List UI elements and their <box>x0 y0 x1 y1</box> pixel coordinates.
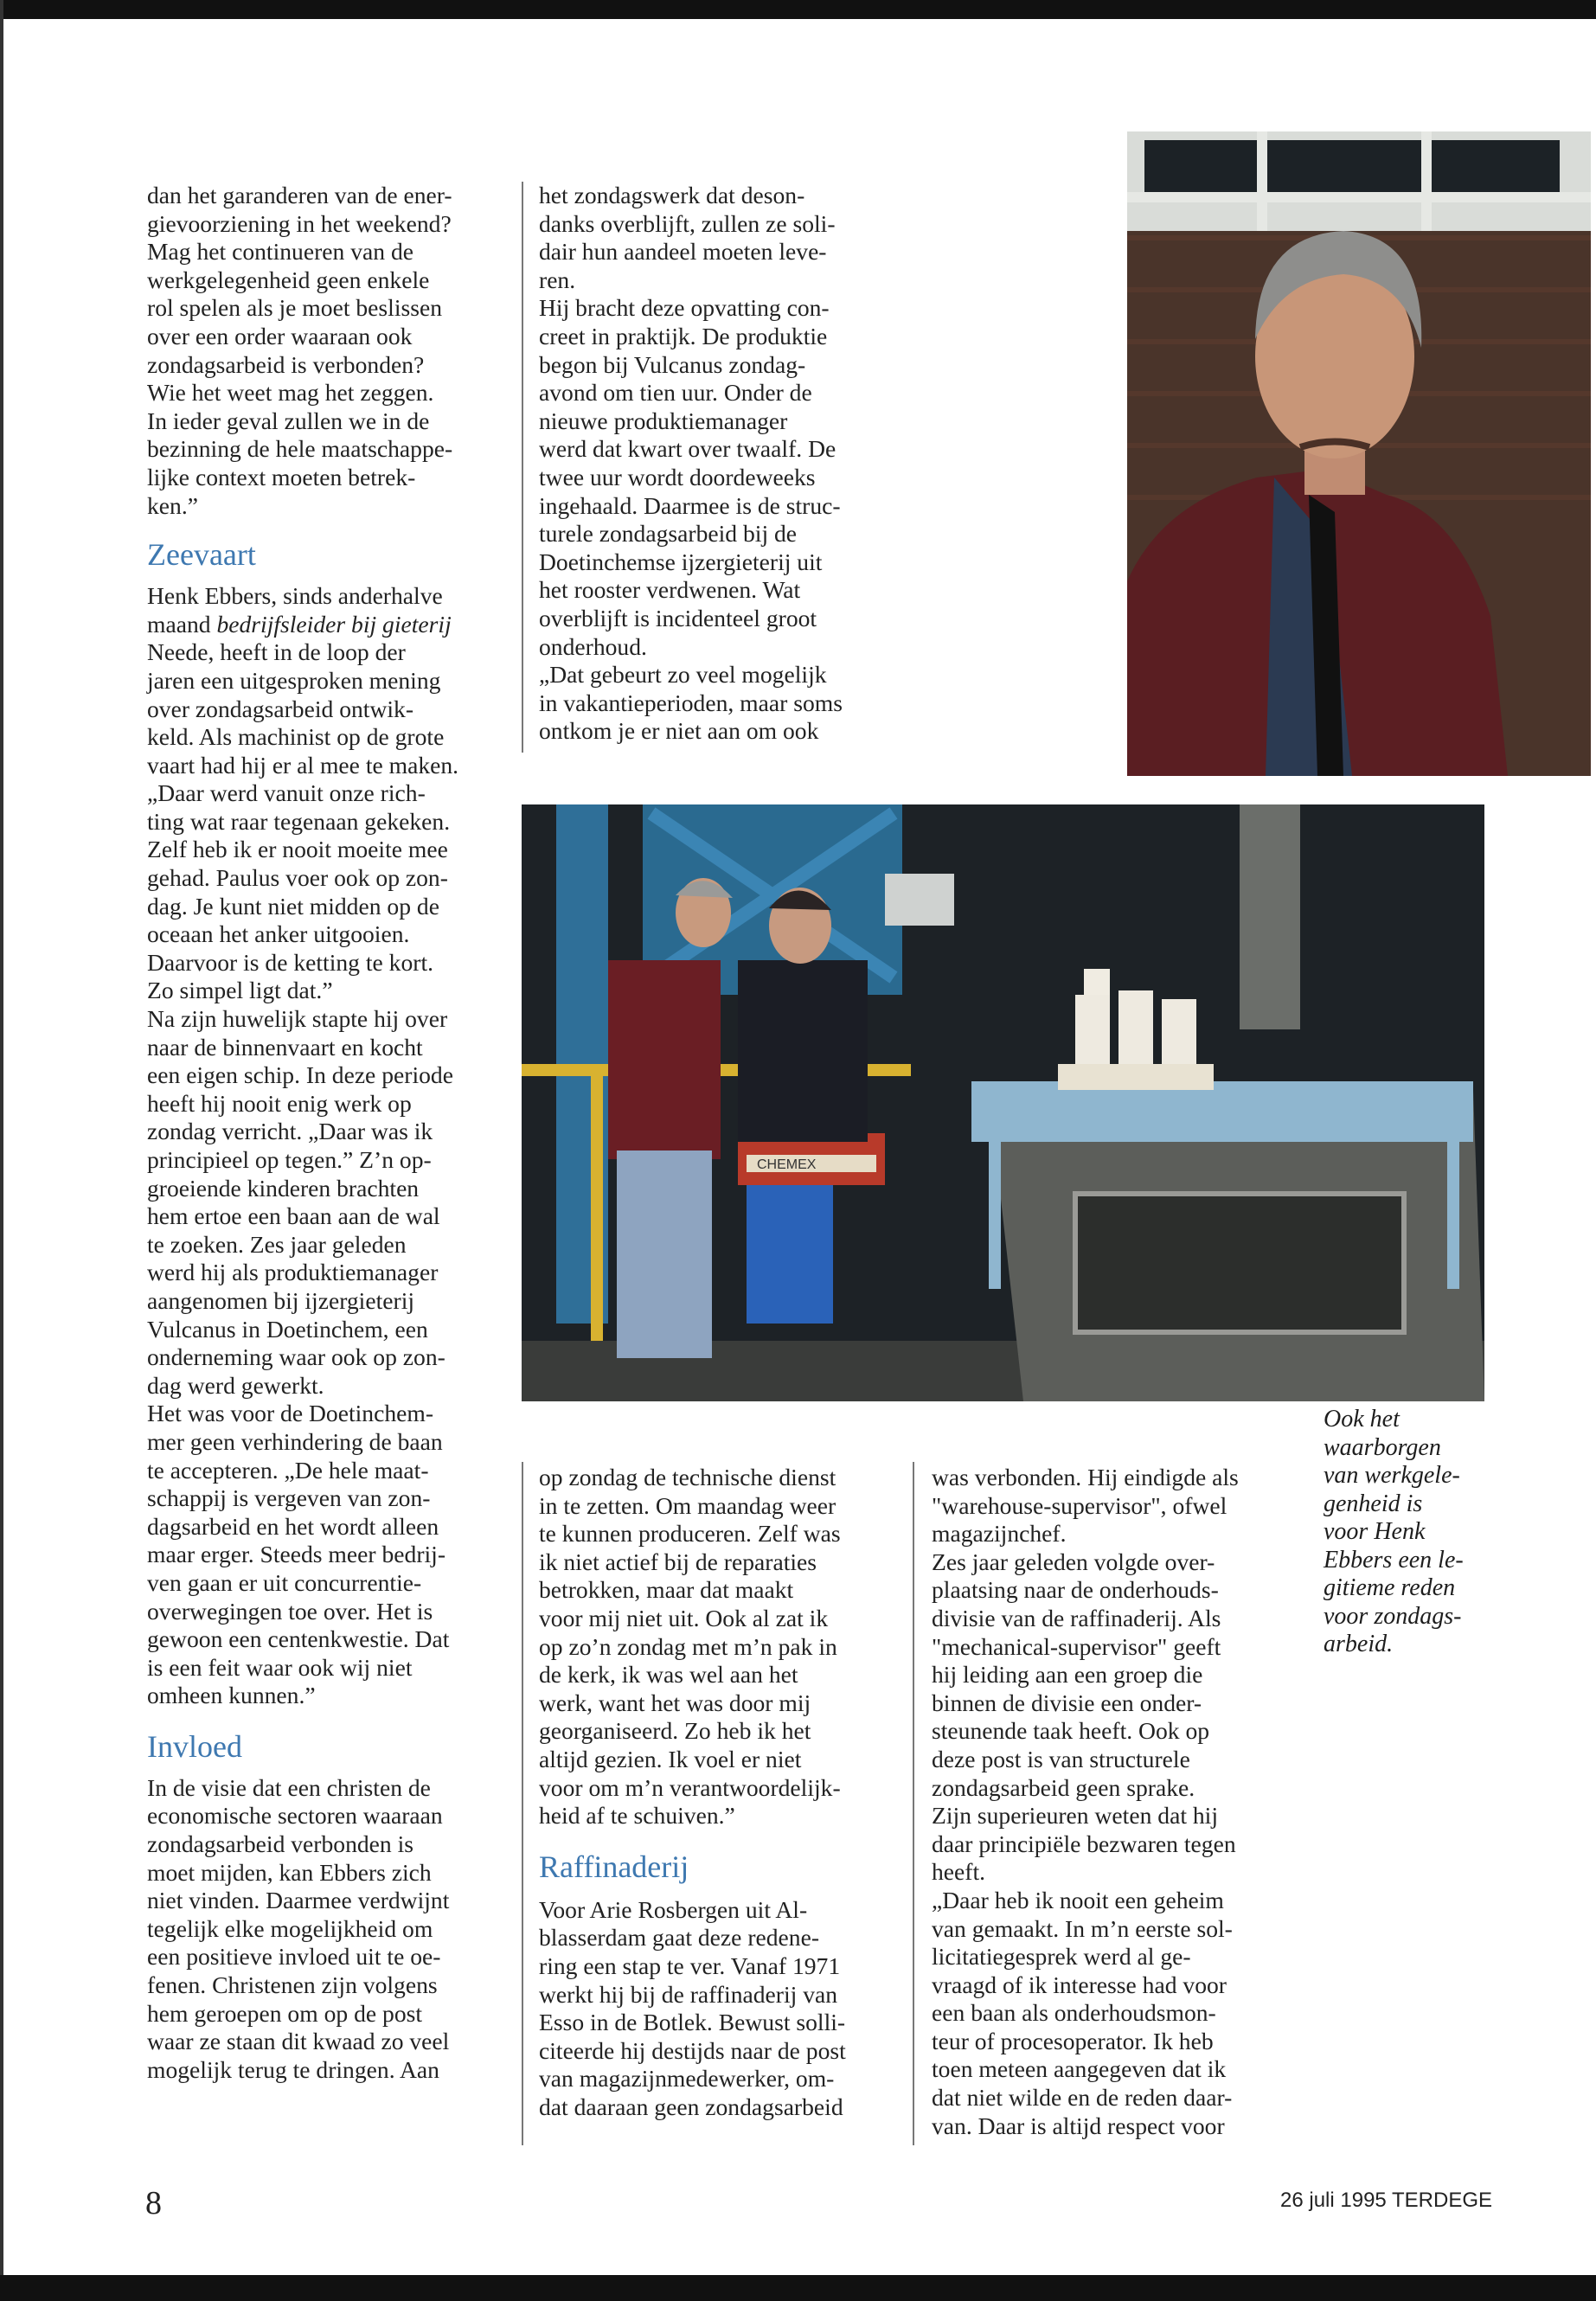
text-line: zondagsarbeid verbonden is <box>147 1830 414 1858</box>
text-line: creet in praktijk. De produktie <box>539 322 828 349</box>
text-line: voor mij niet uit. Ook al zat ik <box>539 1604 829 1631</box>
photo-caption <box>1324 1406 1583 1659</box>
column-1 <box>147 182 510 2084</box>
text-line: dan het garanderen van de ener- <box>147 182 452 208</box>
text-line: Neede, heeft in de loop der <box>147 638 406 666</box>
text-line: een baan als onderhoudsmon- <box>932 1999 1216 2027</box>
text-line: gitieme reden <box>1324 1574 1456 1601</box>
text-line: te zoeken. Zes jaar geleden <box>147 1230 407 1258</box>
text-line: van magazijnmedewerker, om- <box>539 2065 835 2093</box>
text-line: principieel op tegen.” Z’n op- <box>147 1146 432 1173</box>
text-line: waarborgen <box>1324 1433 1441 1461</box>
text-line: ring een stap te ver. Vanaf 1971 <box>539 1952 841 1979</box>
text-line: werk, want het was door mij <box>539 1689 811 1716</box>
text-line: gehad. Paulus voer ook op zon- <box>147 864 448 892</box>
col1-mixed-line: maand bedrijfsleider bij gieterij <box>147 610 452 638</box>
text-line: schappij is vergeven van zon- <box>147 1484 431 1512</box>
text-line: gewoon een centenkwestie. Dat <box>147 1625 450 1653</box>
text-line: dag. Je kunt niet midden op de <box>147 892 439 920</box>
text-line: zondagsarbeid geen sprake. <box>932 1773 1195 1801</box>
text-line: oceaan het anker uitgooien. <box>147 920 410 948</box>
col1-paragraph-2 <box>147 582 510 611</box>
text-line: Hij bracht deze opvatting con- <box>539 294 830 322</box>
text-line: lijke context moeten betrek- <box>147 463 416 490</box>
col2-top-text <box>539 182 894 746</box>
text-line: begon bij Vulcanus zondag- <box>539 350 806 378</box>
text-line: een positieve invloed uit te oe- <box>147 1943 441 1971</box>
scan-bottom-border <box>0 2275 1596 2301</box>
text-line: rol spelen als je moet beslissen <box>147 294 443 322</box>
text-line: onderneming waar ook op zon- <box>147 1343 445 1371</box>
text-line: werkgelegenheid geen enkele <box>147 266 430 293</box>
text-line: keld. Als machinist op de grote <box>147 723 445 751</box>
text-line: Voor Arie Rosbergen uit Al- <box>539 1895 808 1923</box>
col1-paragraph-3 <box>147 1774 510 2085</box>
text-line: Doetinchemse ijzergieterij uit <box>539 548 823 575</box>
text-line: toen meteen aangegeven dat ik <box>932 2055 1227 2083</box>
column-3-bottom <box>932 1464 1295 2140</box>
footer-date-publication: 26 juli 1995 TERDEGE <box>1280 2189 1493 2212</box>
text-line: heeft. <box>932 1858 986 1886</box>
text-line: overblijft is incidenteel groot <box>539 604 817 631</box>
text-line: twee uur wordt doordeweeks <box>539 463 816 490</box>
text-line: hij leiding aan een groep die <box>932 1661 1203 1689</box>
text-line: Mag het continueren van de <box>147 238 414 266</box>
text-line: was verbonden. Hij eindigde als <box>932 1464 1239 1490</box>
text-line: binnen de divisie een onder- <box>932 1689 1202 1716</box>
column-rule-2-top <box>522 182 523 753</box>
text-line: werkt hij bij de raffinaderij van <box>539 1980 838 2008</box>
text-line: dat daaraan geen zondagsarbeid <box>539 2093 843 2120</box>
text-line: turele zondagsarbeid bij de <box>539 520 798 548</box>
text-line: Zelf heb ik er nooit moeite mee <box>147 836 448 863</box>
text-line: Het was voor de Doetinchem- <box>147 1400 434 1427</box>
text-line: voor Henk <box>1324 1518 1426 1545</box>
text-line: omheen kunnen.” <box>147 1682 316 1709</box>
text-line: van gemaakt. In m’n eerste sol- <box>932 1914 1233 1942</box>
text-line: citeerde hij destijds naar de post <box>539 2036 846 2064</box>
column-rule-2-bottom <box>522 1462 523 2145</box>
text-line: over een order waaraan ook <box>147 322 413 349</box>
col1-paragraph-1 <box>147 182 510 520</box>
col3-bottom-text <box>932 1464 1295 2140</box>
text-line: Zes jaar geleden volgde over- <box>932 1548 1215 1575</box>
column-rule-3-bottom <box>913 1462 914 2145</box>
page-number: 8 <box>145 2185 162 2221</box>
text-line: mogelijk terug te dringen. Aan <box>147 2055 439 2083</box>
text-line: avond om tien uur. Onder de <box>539 379 812 407</box>
text-line: ren. <box>539 266 576 293</box>
text-line: in te zetten. Om maandag weer <box>539 1491 836 1519</box>
text-line: hem ertoe een baan aan de wal <box>147 1202 440 1230</box>
text-line: een eigen schip. In deze periode <box>147 1061 453 1089</box>
col2-bottom-paragraph-1 <box>539 1464 894 1830</box>
text-line: ting wat raar tegenaan gekeken. <box>147 807 451 835</box>
text-line: aangenomen bij ijzergieterij <box>147 1286 415 1314</box>
text-line: divisie van de raffinaderij. Als <box>932 1604 1221 1631</box>
text-line: op zo’n zondag met m’n pak in <box>539 1632 837 1660</box>
text-line: werd hij als produktiemanager <box>147 1259 439 1286</box>
text-line: onderhoud. <box>539 632 647 660</box>
text-line: in vakantieperioden, maar soms <box>539 689 843 716</box>
text-line: fenen. Christenen zijn volgens <box>147 1971 438 1999</box>
heading-invloed: Invloed <box>147 1728 242 1764</box>
text-line: mer geen verhindering de baan <box>147 1427 443 1455</box>
text-line: nieuwe produktiemanager <box>539 407 788 434</box>
text-line: danks overblijft, zullen ze soli- <box>539 209 836 237</box>
text-line: van werkgele- <box>1324 1462 1460 1489</box>
text-line: van. Daar is altijd respect voor <box>932 2112 1225 2139</box>
text-line: dag werd gewerkt. <box>147 1371 324 1399</box>
heading-raffinaderij: Raffinaderij <box>539 1849 689 1884</box>
text-line: In de visie dat een christen de <box>147 1773 431 1801</box>
text-line: werd dat kwart over twaalf. De <box>539 435 836 463</box>
text-line: het rooster verdwenen. Wat <box>539 576 801 604</box>
text-line: hem geroepen om op de post <box>147 1999 423 2027</box>
text-line: waar ze staan dit kwaad zo veel <box>147 2028 450 2055</box>
text-line: voor om m’n verantwoordelijk- <box>539 1773 841 1801</box>
text-line: te accepteren. „De hele maat- <box>147 1456 429 1484</box>
col1-paragraph-2-cont <box>147 638 510 1710</box>
text-line: Zo simpel ligt dat.” <box>147 977 333 1004</box>
portrait-photo <box>1127 131 1591 776</box>
text-line: ingehaald. Daarmee is de struc- <box>539 491 841 519</box>
text-line: zondagsarbeid is verbonden? <box>147 350 425 378</box>
text-line: Henk Ebbers, sinds anderhalve <box>147 582 443 610</box>
text-line: "warehouse-supervisor", ofwel <box>932 1491 1227 1519</box>
text-line: Wie het weet mag het zeggen. <box>147 379 434 407</box>
text-line: genheid is <box>1324 1490 1423 1517</box>
text-line: heeft hij nooit enig werk op <box>147 1089 412 1117</box>
text-line: betrokken, maar dat maakt <box>539 1576 794 1604</box>
text-line: het zondagswerk dat deson- <box>539 182 805 208</box>
text-line: Ook het <box>1324 1406 1400 1433</box>
text-line: heid af te schuiven.” <box>539 1802 735 1830</box>
text-line: voor zondags- <box>1324 1602 1462 1630</box>
text-line: Zijn superieuren weten dat hij <box>932 1802 1219 1830</box>
text-line: dagsarbeid en het wordt alleen <box>147 1512 439 1540</box>
text-line: altijd gezien. Ik voel er niet <box>539 1745 802 1772</box>
text-line: zondag verricht. „Daar was ik <box>147 1118 433 1145</box>
text-line: vaart had hij er al mee te maken. <box>147 751 459 779</box>
scan-top-border <box>0 0 1596 19</box>
text-line: te kunnen produceren. Zelf was <box>539 1520 841 1548</box>
text-line: „Dat gebeurt zo veel mogelijk <box>539 661 827 689</box>
text-line: vraagd of ik interesse had voor <box>932 1971 1227 1998</box>
text-line: economische sectoren waaraan <box>147 1802 443 1830</box>
text-line: ven gaan er uit concurrentie- <box>147 1568 422 1596</box>
text-line: Esso in de Botlek. Bewust solli- <box>539 2009 846 2036</box>
text-line: georganiseerd. Zo heb ik het <box>539 1717 811 1745</box>
portrait-photo-illustration <box>1127 131 1591 776</box>
col2-bottom-paragraph-2 <box>539 1896 894 2122</box>
text-line: dair hun aandeel moeten leve- <box>539 238 827 266</box>
text-line: bezinning de hele maatschappe- <box>147 435 453 463</box>
text-line: Vulcanus in Doetinchem, een <box>147 1315 428 1343</box>
text-line: dat niet wilde en de reden daar- <box>932 2084 1233 2112</box>
heading-zeevaart: Zeevaart <box>147 537 256 573</box>
text-line: Ebbers een le- <box>1324 1546 1464 1574</box>
factory-photo <box>522 804 1484 1401</box>
column-2-top <box>539 182 894 746</box>
text-line: „Daar heb ik nooit een geheim <box>932 1886 1224 1913</box>
text-line: over zondagsarbeid ontwik- <box>147 695 414 722</box>
text-line: arbeid. <box>1324 1631 1394 1657</box>
text-line: naar de binnenvaart en kocht <box>147 1033 423 1061</box>
text-line: groeiende kinderen brachten <box>147 1174 420 1202</box>
text-line: teur of procesoperator. Ik heb <box>932 2027 1214 2054</box>
text-line: de kerk, ik was wel aan het <box>539 1661 798 1689</box>
text-line: licitatiegesprek werd al ge- <box>932 1943 1191 1971</box>
text-line: ik niet actief bij de reparaties <box>539 1548 817 1575</box>
text-line: is een feit waar ook wij niet <box>147 1653 413 1681</box>
text-line: Na zijn huwelijk stapte hij over <box>147 1005 448 1033</box>
text-line: daar principiële bezwaren tegen <box>932 1830 1236 1857</box>
text-line: tegelijk elke mogelijkheid om <box>147 1914 433 1942</box>
column-2-bottom <box>539 1464 894 2121</box>
factory-photo-illustration <box>522 804 1484 1401</box>
chemex-box-label: CHEMEX <box>757 1157 817 1172</box>
text-line: ken.” <box>147 491 198 519</box>
text-line: maar erger. Steeds meer bedrij- <box>147 1541 446 1568</box>
scan-left-border <box>0 0 3 2301</box>
text-line: ontkom je er niet aan om ook <box>539 717 819 745</box>
text-line: steunende taak heeft. Ook op <box>932 1717 1210 1745</box>
text-line: deze post is van structurele <box>932 1745 1190 1772</box>
text-line: op zondag de technische dienst <box>539 1464 836 1490</box>
text-line: „Daar werd vanuit onze rich- <box>147 779 426 807</box>
text-line: Daarvoor is de ketting te kort. <box>147 948 434 976</box>
text-line: In ieder geval zullen we in de <box>147 407 430 434</box>
text-line: plaatsing naar de onderhouds- <box>932 1576 1219 1604</box>
text-line: overwegingen toe over. Het is <box>147 1597 433 1625</box>
text-line: "mechanical-supervisor" geeft <box>932 1632 1221 1660</box>
caption-lines <box>1324 1406 1583 1659</box>
text-line: moet mijden, kan Ebbers zich <box>147 1858 432 1886</box>
text-line: niet vinden. Daarmee verdwijnt <box>147 1887 450 1914</box>
text-line: blasserdam gaat deze redene- <box>539 1924 820 1952</box>
text-line: jaren een uitgesproken mening <box>147 666 441 694</box>
text-line: gievoorziening in het weekend? <box>147 209 452 237</box>
text-line: magazijnchef. <box>932 1520 1067 1548</box>
